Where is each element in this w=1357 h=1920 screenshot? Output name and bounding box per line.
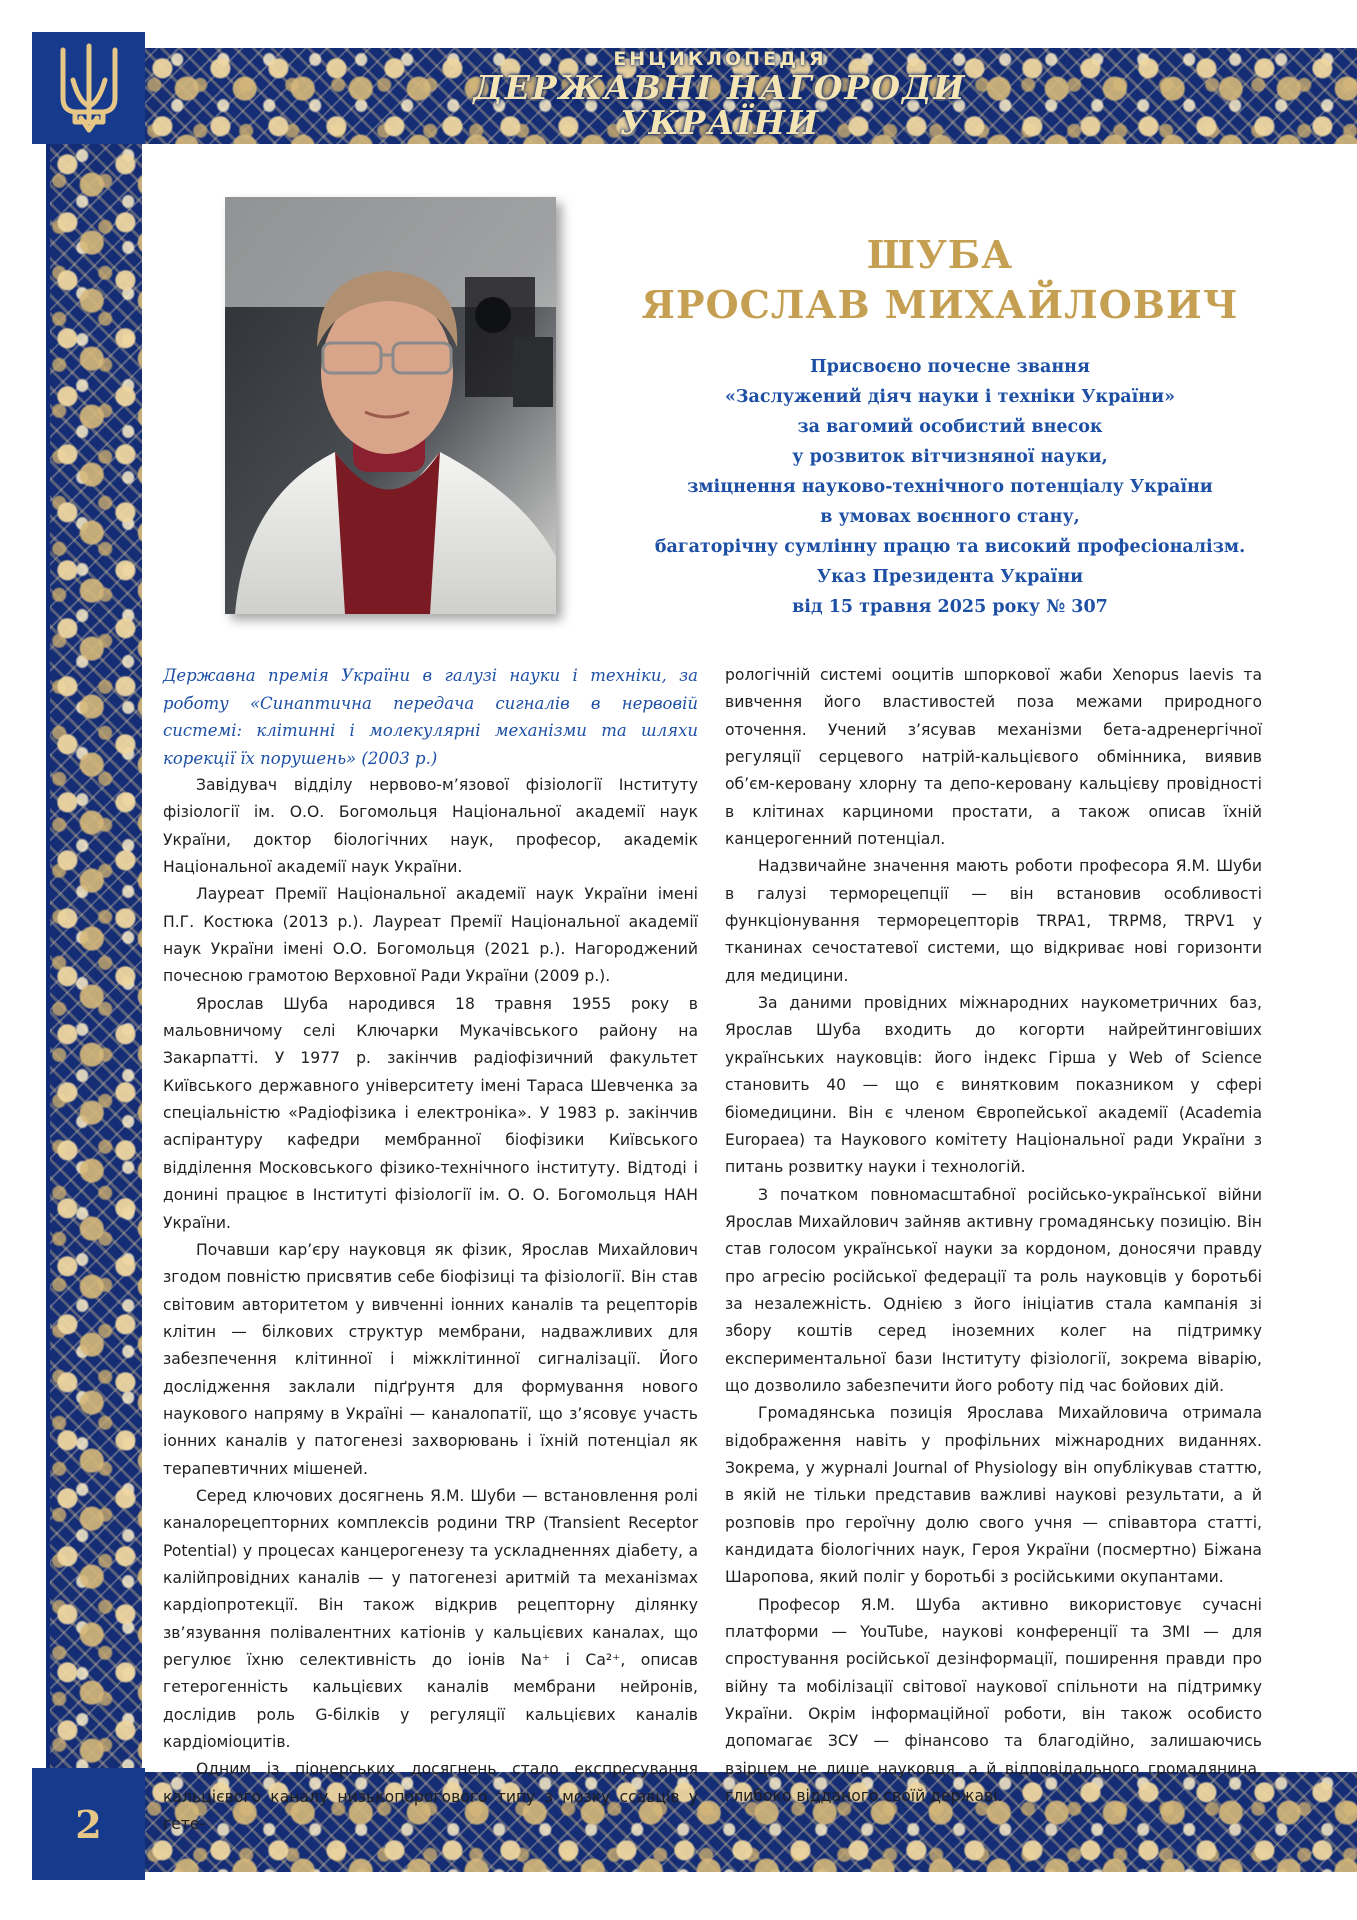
- citation-line: за вагомий особистий внесок: [797, 417, 1103, 437]
- body-paragraph: Серед ключових досягнень Я.М. Шуби — встановлення ролі каналорецепторних комплексів родини TRP (Transient Receptor Potential) у процесах канцерогенезу та ускладненнях діабету, а калійпровідних каналів — у патогенезі аритмій та механізмах кардіопротекції. Він також відкрив рецепторну ділянку зв’язування полівалентних катіонів у кальцієвих каналах, що регулює їхню селективність до іонів Na⁺ і Ca²⁺, описав гетерогенність кальцієвих каналів мембрани нейронів, дослідив роль G-білків у регуляції кальцієвих каналів кардіоміоцитів.: [163, 1486, 698, 1752]
- encyclopedia-header-title: [460, 48, 980, 142]
- header-line-ukraine: УКРАЇНИ: [619, 103, 821, 142]
- citation-line: у розвиток вітчизняної науки,: [792, 447, 1108, 467]
- body-paragraph: Надзвичайне значення мають роботи професора Я.М. Шуби в галузі терморецепції — він встановив особливості функціонування терморецепторів TRPA1, TRPM8, TRPV1 у тканинах сечостатевої системи, що відкриває нові горизонти для медицини.: [725, 857, 1262, 985]
- right-text-column: [725, 662, 1262, 1810]
- state-prize-note: Державна премія України в галузі науки і техніки, за роботу «Синаптична передача сигналів в нервовій системі: клітинні і молекулярні механізми та шляхи корекції їх порушень» (2003 р.): [163, 666, 698, 768]
- left-ornament-border: [46, 144, 142, 1768]
- body-paragraph: Ярослав Шуба народився 18 травня 1955 року в мальовничому селі Ключарки Мукачівського району на Закарпатті. У 1977 р. закінчив радіофізичний факультет Київського державного університету імені Тараса Шевченка за спеціальністю «Радіофізика і електроніка». У 1983 р. закінчив аспірантуру кафедри мембранної біофізики Київського відділення Московського фізико-технічного інституту. Відтоді і донині працює в Інституті фізіології ім. О. О. Богомольця НАН України.: [163, 994, 698, 1232]
- awardee-given-names: ЯРОСЛАВ МИХАЙЛОВИЧ: [641, 282, 1239, 327]
- body-paragraph: З початком повномасштабної російсько-української війни Ярослав Михайлович зайняв активну громадянську позицію. Він став голосом української науки за кордоном, доносячи правду про агресію російської федерації та роль науковців у боротьбі за незалежність. Однією з його ініціатив стала кампанія зі збору коштів серед іноземних колег на підтримку експериментальної бази Інституту фізіології, зокрема віварію, що дозволило забезпечити його роботу під час бойових дій.: [725, 1185, 1262, 1395]
- citation-line: «Заслужений діяч науки і техніки України»: [724, 387, 1176, 407]
- trident-icon: [55, 40, 123, 136]
- body-paragraph: Професор Я.М. Шуба активно використовує сучасні платформи — YouTube, наукові конференції та ЗМІ — для спростування російської дезінформації, поширення правди про війну та мобілізації світової наукової спільноти на підтримку України. Окрім інформаційної роботи, він також особисто допомагає ЗСУ — фінансово та благодійно, залишаючись взірцем не лише науковця, а й відповідального громадянина, глибоко відданого своїй державі.: [725, 1595, 1262, 1806]
- citation-line: від 15 травня 2025 року № 307: [792, 597, 1108, 617]
- body-paragraph: За даними провідних міжнародних наукометричних баз, Ярослав Шуба входить до когорти найрейтинговіших українських науковців: його індекс Гірша у Web of Science становить 40 — що є винятковим показником у сфері біомедицини. Він є членом Європейської академії (Academia Europaea) та Наукового комітету Національної ради України з питань розвитку науки і технологій.: [725, 994, 1262, 1177]
- header-line-awards: ДЕРЖАВНІ НАГОРОДИ: [473, 68, 967, 107]
- award-citation: [610, 352, 1290, 622]
- body-paragraph: Одним із піонерських досягнень стало експресування кальцієвого каналу низькопорогового типу з мозку ссавців у гете-: [163, 1760, 698, 1834]
- body-paragraph: Громадянська позиція Ярослава Михайловича отримала відображення навіть у профільних міжнародних виданнях. Зокрема, у журналі Journal of Physiology він опублікував статтю, в якій не тільки представив важливі наукові результати, а й розповів про героїчну долю свого учня — співавтора статті, кандидата біологічних наук, Героя України (посмертно) Біжана Шаропова, який поліг у боротьбі з російськими окупантами.: [725, 1404, 1262, 1587]
- header-line-encyclopedia: ЕНЦИКЛОПЕДІЯ: [613, 48, 827, 70]
- body-paragraph: Лауреат Премії Національної академії наук України імені П.Г. Костюка (2013 р.). Лауреат Премії Національної академії наук України імені О.О. Богомольця (2021 р.). Нагороджений почесною грамотою Верховної Ради України (2009 р.).: [163, 885, 698, 986]
- page-number: 2: [75, 1801, 102, 1847]
- body-paragraph: рологічній системі ооцитів шпоркової жаби Xenopus laevis та вивчення його властивостей поза межами природного оточення. Учений з’ясував механізми бета-адренергічної регуляції серцевого натрій-кальцієвого обмінника, виявив об’єм-керовану хлорну та депо-керовану кальцієву провідності в клітинах карциноми простати, а також описав їхній канцерогенний потенціал.: [725, 666, 1262, 849]
- awardee-name: [620, 230, 1260, 330]
- awardee-surname: ШУБА: [866, 232, 1014, 277]
- citation-line: багаторічну сумлінну працю та високий професіоналізм.: [654, 537, 1246, 557]
- citation-line: в умовах воєнного стану,: [820, 507, 1080, 527]
- portrait-photo: [225, 197, 556, 614]
- page-number-box: [32, 1768, 145, 1880]
- citation-line: Присвоєно почесне звання: [810, 357, 1090, 377]
- trident-emblem-box: [32, 32, 145, 144]
- citation-line: Указ Президента України: [816, 567, 1084, 587]
- body-paragraph: Почавши кар’єру науковця як фізик, Ярослав Михайлович згодом повністю присвятив себе біофізиці та фізіології. Він став світовим авторитетом у вивченні іонних каналів та рецепторів клітин — білкових структур мембрани, надважливих для забезпечення клітинної і міжклітинної сигналізації. Його дослідження заклали підґрунтя для формування нового наукового напряму в Україні — каналопатії, що з’ясовує участь іонних каналів у патогенезі захворювань і їхній потенціал як терапевтичних мішеней.: [163, 1240, 698, 1478]
- citation-line: зміцнення науково-технічного потенціалу України: [687, 477, 1213, 497]
- body-paragraph: Завідувач відділу нервово-м’язової фізіології Інституту фізіології ім. О.О. Богомольця Національної академії наук України, доктор біологічних наук, професор, академік Національної академії наук України.: [163, 776, 698, 877]
- left-text-column: [163, 662, 698, 1838]
